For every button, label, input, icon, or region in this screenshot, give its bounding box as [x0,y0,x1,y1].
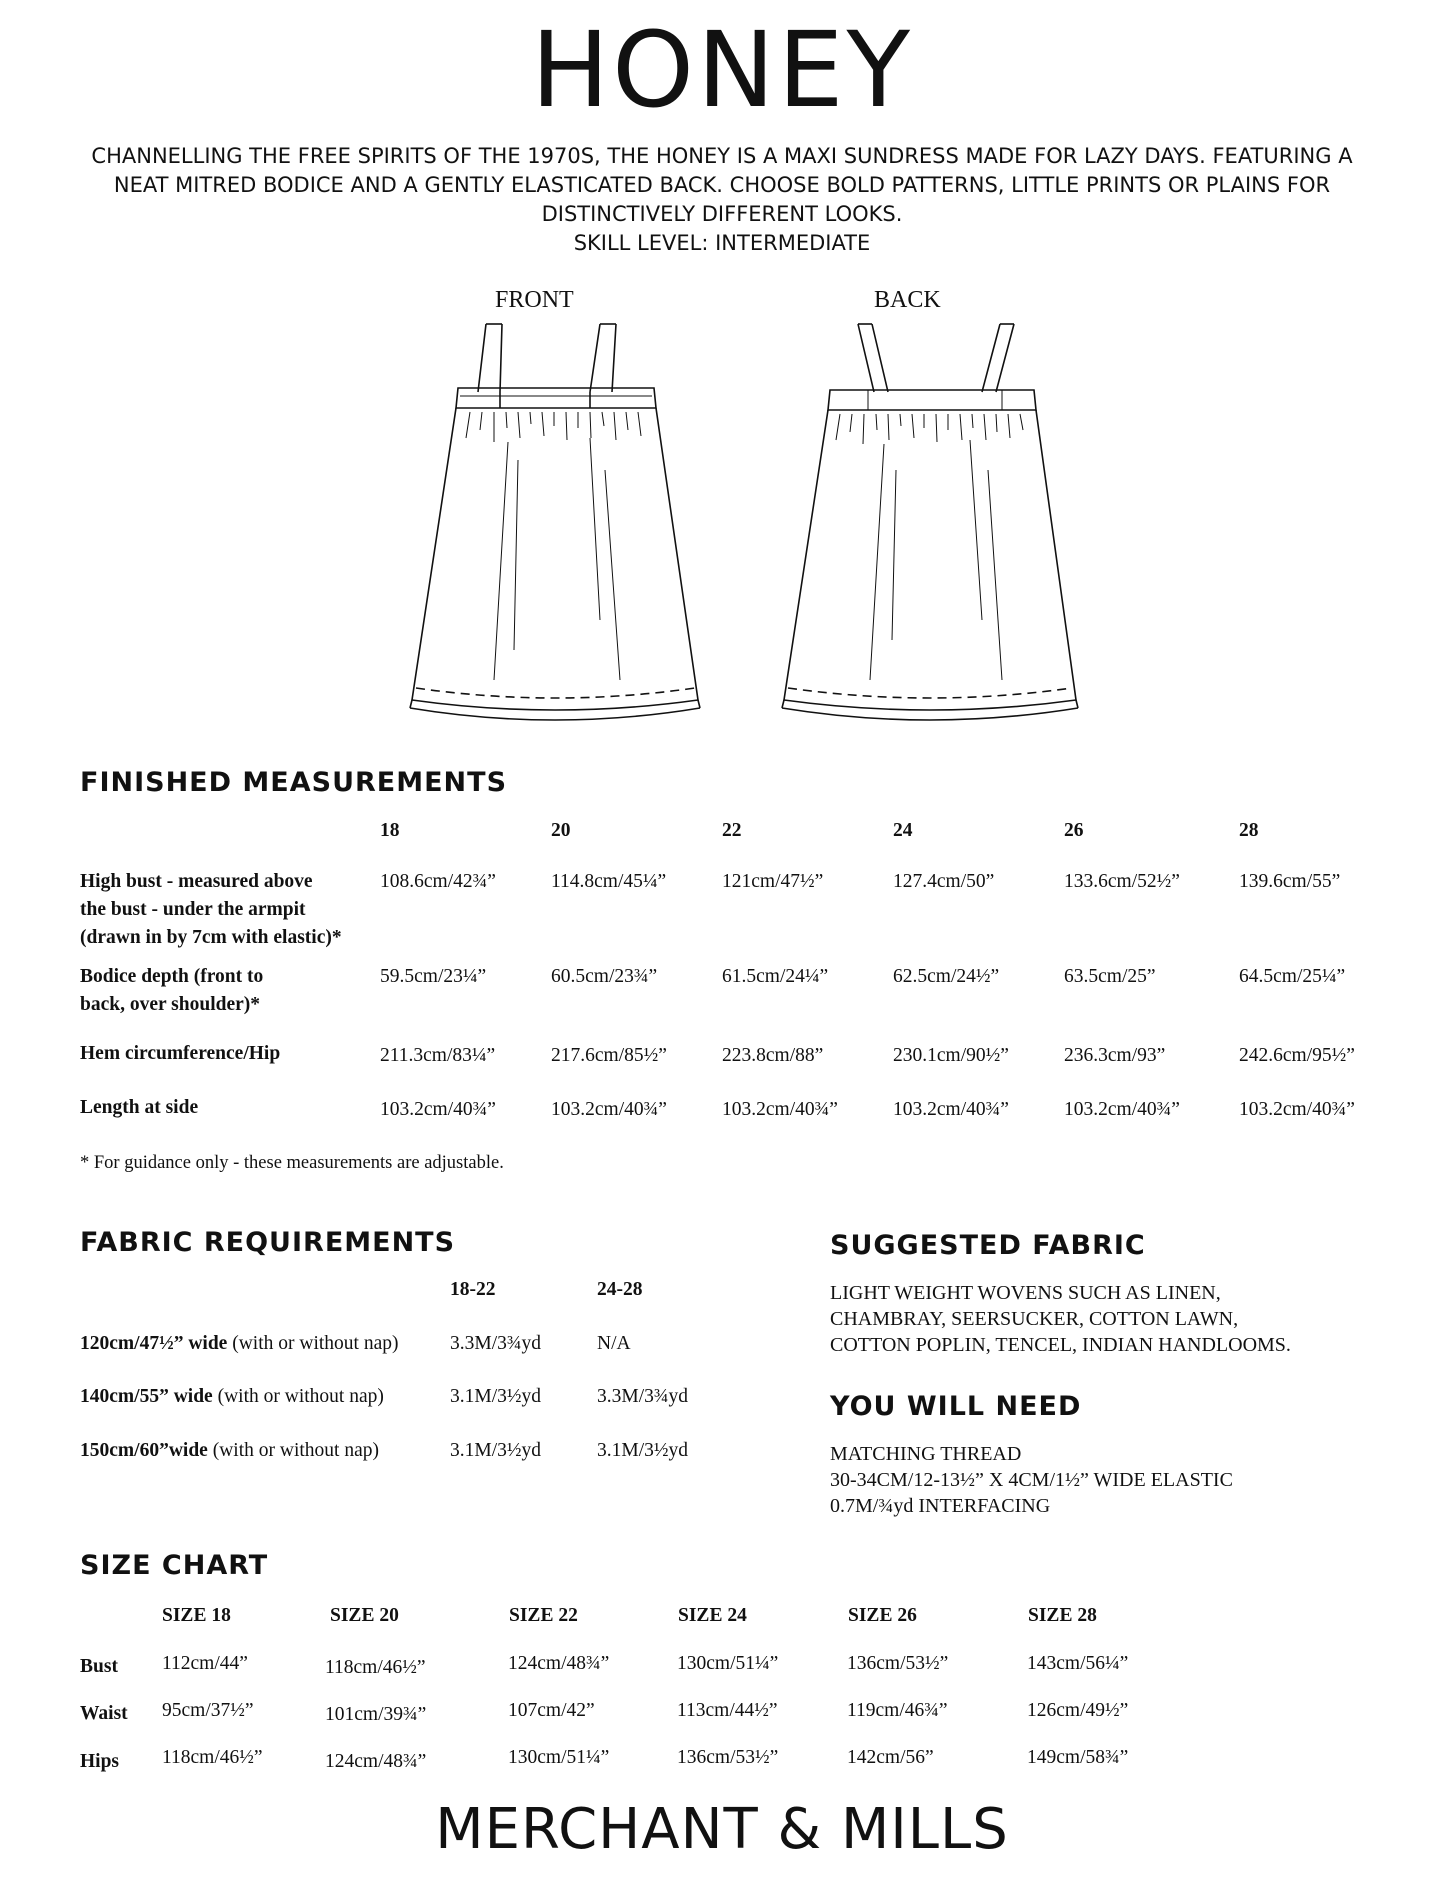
label-line: Hem circumference/Hip [80,1043,281,1064]
fm-cell: 121cm/47½” [722,871,824,892]
size-chart-col: SIZE 20 [330,1605,399,1626]
size-chart-cell: 118cm/46½” [325,1657,426,1678]
text-line: CHAMBRAY, SEERSUCKER, COTTON LAWN, [830,1308,1239,1330]
fm-cell: 139.6cm/55” [1239,871,1341,892]
front-dress-drawing [390,320,720,750]
size-chart-cell: 130cm/51¼” [677,1653,779,1674]
size-chart-col: SIZE 26 [848,1605,917,1626]
fabric-row-label [80,1383,384,1410]
fm-cell: 60.5cm/23¾” [551,966,658,987]
fm-cell: 230.1cm/90½” [893,1045,1009,1066]
fm-size-18: 18 [380,820,400,841]
fm-cell: 103.2cm/40¾” [551,1099,667,1120]
fm-row-high-bust-label [80,868,380,952]
size-chart-cell: 149cm/58¾” [1027,1747,1129,1768]
fabric-width: 140cm/55” wide [80,1386,213,1407]
fm-cell: 133.6cm/52½” [1064,871,1180,892]
size-chart-cell: 119cm/46¾” [847,1700,948,1721]
fabric-cell: 3.1M/3½yd [450,1440,542,1461]
you-will-need-heading: YOU WILL NEED [830,1391,1082,1422]
label-line: (drawn in by 7cm with elastic)* [80,927,342,948]
size-chart-cell: 143cm/56¼” [1027,1653,1129,1674]
label-line: Length at side [80,1097,199,1118]
fm-cell: 236.3cm/93” [1064,1045,1166,1066]
description-line-3: DISTINCTIVELY DIFFERENT LOOKS. [541,202,903,226]
list-item: 30-34CM/12-13½” X 4CM/1½” WIDE ELASTIC [830,1469,1233,1491]
description-line-1: CHANNELLING THE FREE SPIRITS OF THE 1970S, THE HONEY IS A MAXI SUNDRESS MADE FOR LAZY DAYS. FEATURING A [91,144,1353,168]
size-chart-col: SIZE 24 [678,1605,747,1626]
fabric-row-label [80,1330,398,1357]
fm-cell: 62.5cm/24½” [893,966,1000,987]
size-chart-col: SIZE 22 [509,1605,578,1626]
text-line: LIGHT WEIGHT WOVENS SUCH AS LINEN, [830,1282,1221,1304]
fm-cell: 103.2cm/40¾” [722,1099,838,1120]
skill-level: SKILL LEVEL: INTERMEDIATE [573,231,871,255]
text-line: COTTON POPLIN, TENCEL, INDIAN HANDLOOMS. [830,1334,1291,1356]
you-will-need-list [830,1441,1233,1519]
fm-row-bodice-depth-label [80,963,380,1019]
suggested-fabric-text [830,1280,1291,1358]
fm-size-26: 26 [1064,820,1084,841]
fm-row-length-label [80,1094,380,1122]
fm-cell: 59.5cm/23¼” [380,966,487,987]
fabric-nap-note: (with or without nap) [207,1440,379,1461]
fm-cell: 217.6cm/85½” [551,1045,667,1066]
front-view-label: FRONT [495,287,574,313]
fm-cell: 127.4cm/50” [893,871,995,892]
back-view-label: BACK [874,287,941,313]
label-line: Bodice depth (front to [80,966,264,987]
fm-size-22: 22 [722,820,742,841]
label-line: the bust - under the armpit [80,899,306,920]
size-chart-cell: 118cm/46½” [162,1747,263,1768]
fm-size-24: 24 [893,820,913,841]
size-chart-cell: 124cm/48¾” [325,1751,427,1772]
fm-cell: 64.5cm/25¼” [1239,966,1346,987]
fabric-nap-note: (with or without nap) [212,1386,384,1407]
fabric-cell: 3.3M/3¾yd [597,1386,689,1407]
size-chart-row-bust: Bust [80,1656,118,1677]
fm-cell: 114.8cm/45¼” [551,871,667,892]
fabric-nap-note: (with or without nap) [227,1333,399,1354]
fm-size-20: 20 [551,820,571,841]
size-chart-cell: 113cm/44½” [677,1700,778,1721]
size-chart-cell: 124cm/48¾” [508,1653,610,1674]
size-chart-heading: SIZE CHART [80,1550,269,1581]
fabric-cell: 3.1M/3½yd [597,1440,689,1461]
fm-cell: 63.5cm/25” [1064,966,1156,987]
fabric-row-label [80,1437,379,1464]
pattern-title: HONEY [530,9,914,131]
size-chart-cell: 136cm/53½” [847,1653,949,1674]
fm-cell: 242.6cm/95½” [1239,1045,1355,1066]
size-chart-cell: 136cm/53½” [677,1747,779,1768]
fm-cell: 103.2cm/40¾” [1064,1099,1180,1120]
description-line-2: NEAT MITRED BODICE AND A GENTLY ELASTICATED BACK. CHOOSE BOLD PATTERNS, LITTLE PRINTS OR PLAINS FOR [113,173,1331,197]
size-chart-col: SIZE 18 [162,1605,231,1626]
fm-cell: 223.8cm/88” [722,1045,824,1066]
fabric-col-24-28: 24-28 [597,1279,643,1300]
size-chart-cell: 130cm/51¼” [508,1747,610,1768]
fabric-cell: 3.1M/3½yd [450,1386,542,1407]
size-chart-cell: 107cm/42” [508,1700,595,1721]
list-item: 0.7M/¾yd INTERFACING [830,1495,1051,1517]
size-chart-col: SIZE 28 [1028,1605,1097,1626]
label-line: High bust - measured above [80,871,313,892]
label-line: back, over shoulder)* [80,994,261,1015]
size-chart-cell: 112cm/44” [162,1653,248,1674]
fabric-cell: N/A [597,1333,631,1354]
size-chart-row-waist: Waist [80,1703,128,1724]
size-chart-cell: 95cm/37½” [162,1700,254,1721]
fm-cell: 108.6cm/42¾” [380,871,496,892]
fm-cell: 211.3cm/83¼” [380,1045,496,1066]
finished-measurements-heading: FINISHED MEASUREMENTS [80,767,508,798]
fabric-width: 150cm/60”wide [80,1440,208,1461]
size-chart-cell: 142cm/56” [847,1747,934,1768]
fm-cell: 103.2cm/40¾” [893,1099,1009,1120]
size-chart-row-hips: Hips [80,1751,120,1772]
size-chart-cell: 126cm/49½” [1027,1700,1129,1721]
fabric-requirements-heading: FABRIC REQUIREMENTS [80,1227,456,1258]
guidance-note: * For guidance only - these measurements are adjustable. [80,1153,504,1173]
fabric-cell: 3.3M/3¾yd [450,1333,542,1354]
fm-row-hem-label [80,1040,380,1068]
size-chart-cell: 101cm/39¾” [325,1704,427,1725]
suggested-fabric-heading: SUGGESTED FABRIC [830,1230,1146,1261]
brand-wordmark: MERCHANT & MILLS [435,1797,1009,1862]
fm-cell: 103.2cm/40¾” [380,1099,496,1120]
list-item: MATCHING THREAD [830,1443,1022,1465]
fm-size-28: 28 [1239,820,1259,841]
fabric-width: 120cm/47½” wide [80,1333,228,1354]
back-dress-drawing [770,320,1100,750]
pattern-description [60,142,1384,258]
fm-cell: 61.5cm/24¼” [722,966,829,987]
fabric-col-18-22: 18-22 [450,1279,496,1300]
fm-cell: 103.2cm/40¾” [1239,1099,1355,1120]
